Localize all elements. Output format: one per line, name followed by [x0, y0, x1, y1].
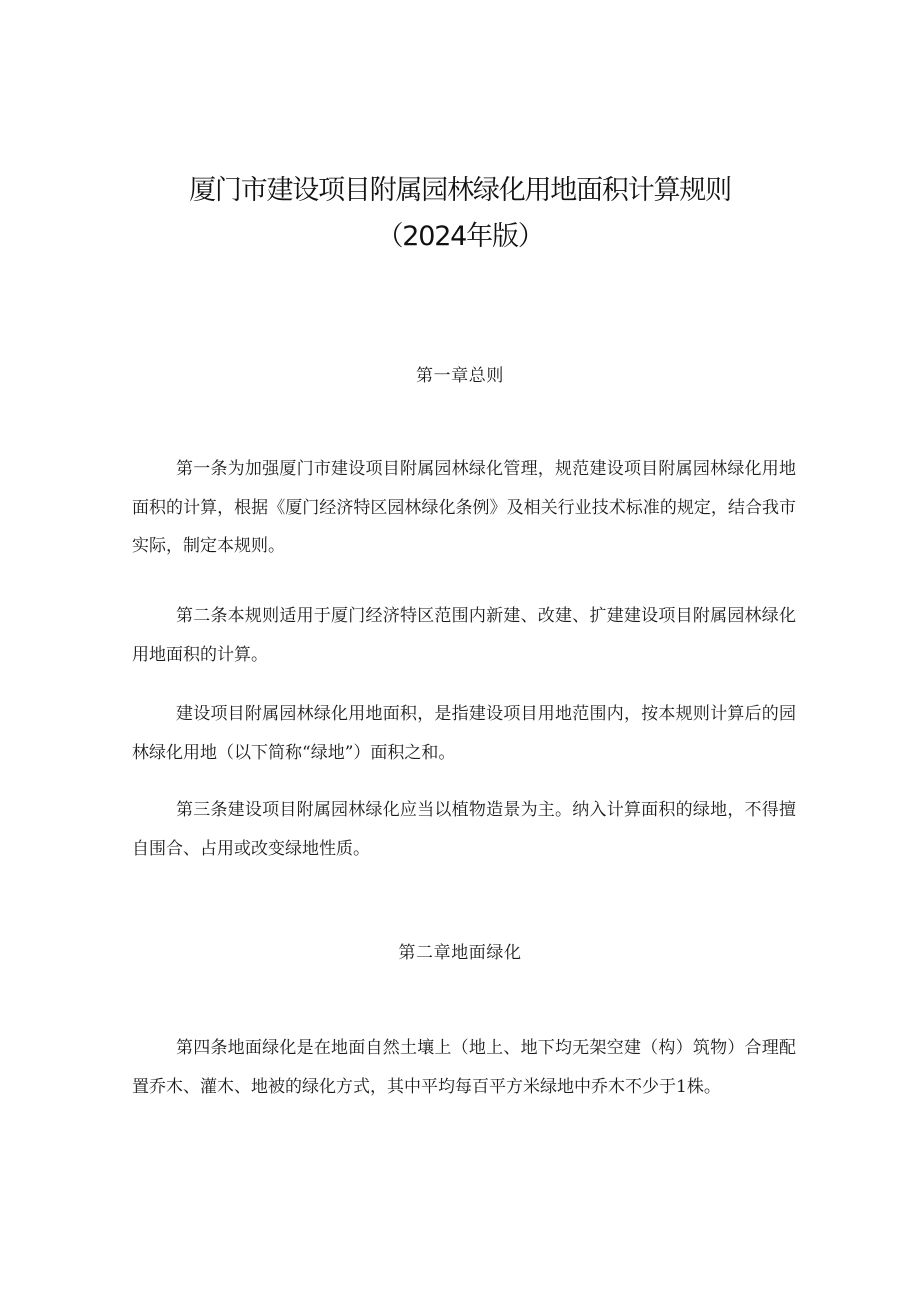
article-paragraph: 第二条本规则适用于厦门经济特区范围内新建、改建、扩建建设项目附属园林绿化用地面积的计算。 [132, 606, 796, 665]
document-title: 厦门市建设项目附属园林绿化用地面积计算规则 [189, 175, 731, 206]
article-paragraph: 第一条为加强厦门市建设项目附属园林绿化管理，规范建设项目附属园林绿化用地面积的计算，根据《厦门经济特区园林绿化条例》及相关行业技术标准的规定，结合我市实际，制定本规则。 [132, 459, 796, 556]
article-paragraph: 第三条建设项目附属园林绿化应当以植物造景为主。纳入计算面积的绿地，不得擅自围合、占用或改变绿地性质。 [132, 800, 796, 859]
document-subtitle: （2024年版） [376, 221, 544, 252]
article-paragraph: 建设项目附属园林绿化用地面积，是指建设项目用地范围内，按本规则计算后的园林绿化用地（以下简称“绿地”）面积之和。 [132, 704, 796, 763]
article-paragraph: 第四条地面绿化是在地面自然土壤上（地上、地下均无架空建（构）筑物）合理配置乔木、灌木、地被的绿化方式，其中平均每百平方米绿地中乔木不少于1株。 [132, 1038, 796, 1097]
chapter-heading: 第一章总则 [416, 366, 504, 386]
chapter-heading: 第二章地面绿化 [398, 943, 522, 963]
